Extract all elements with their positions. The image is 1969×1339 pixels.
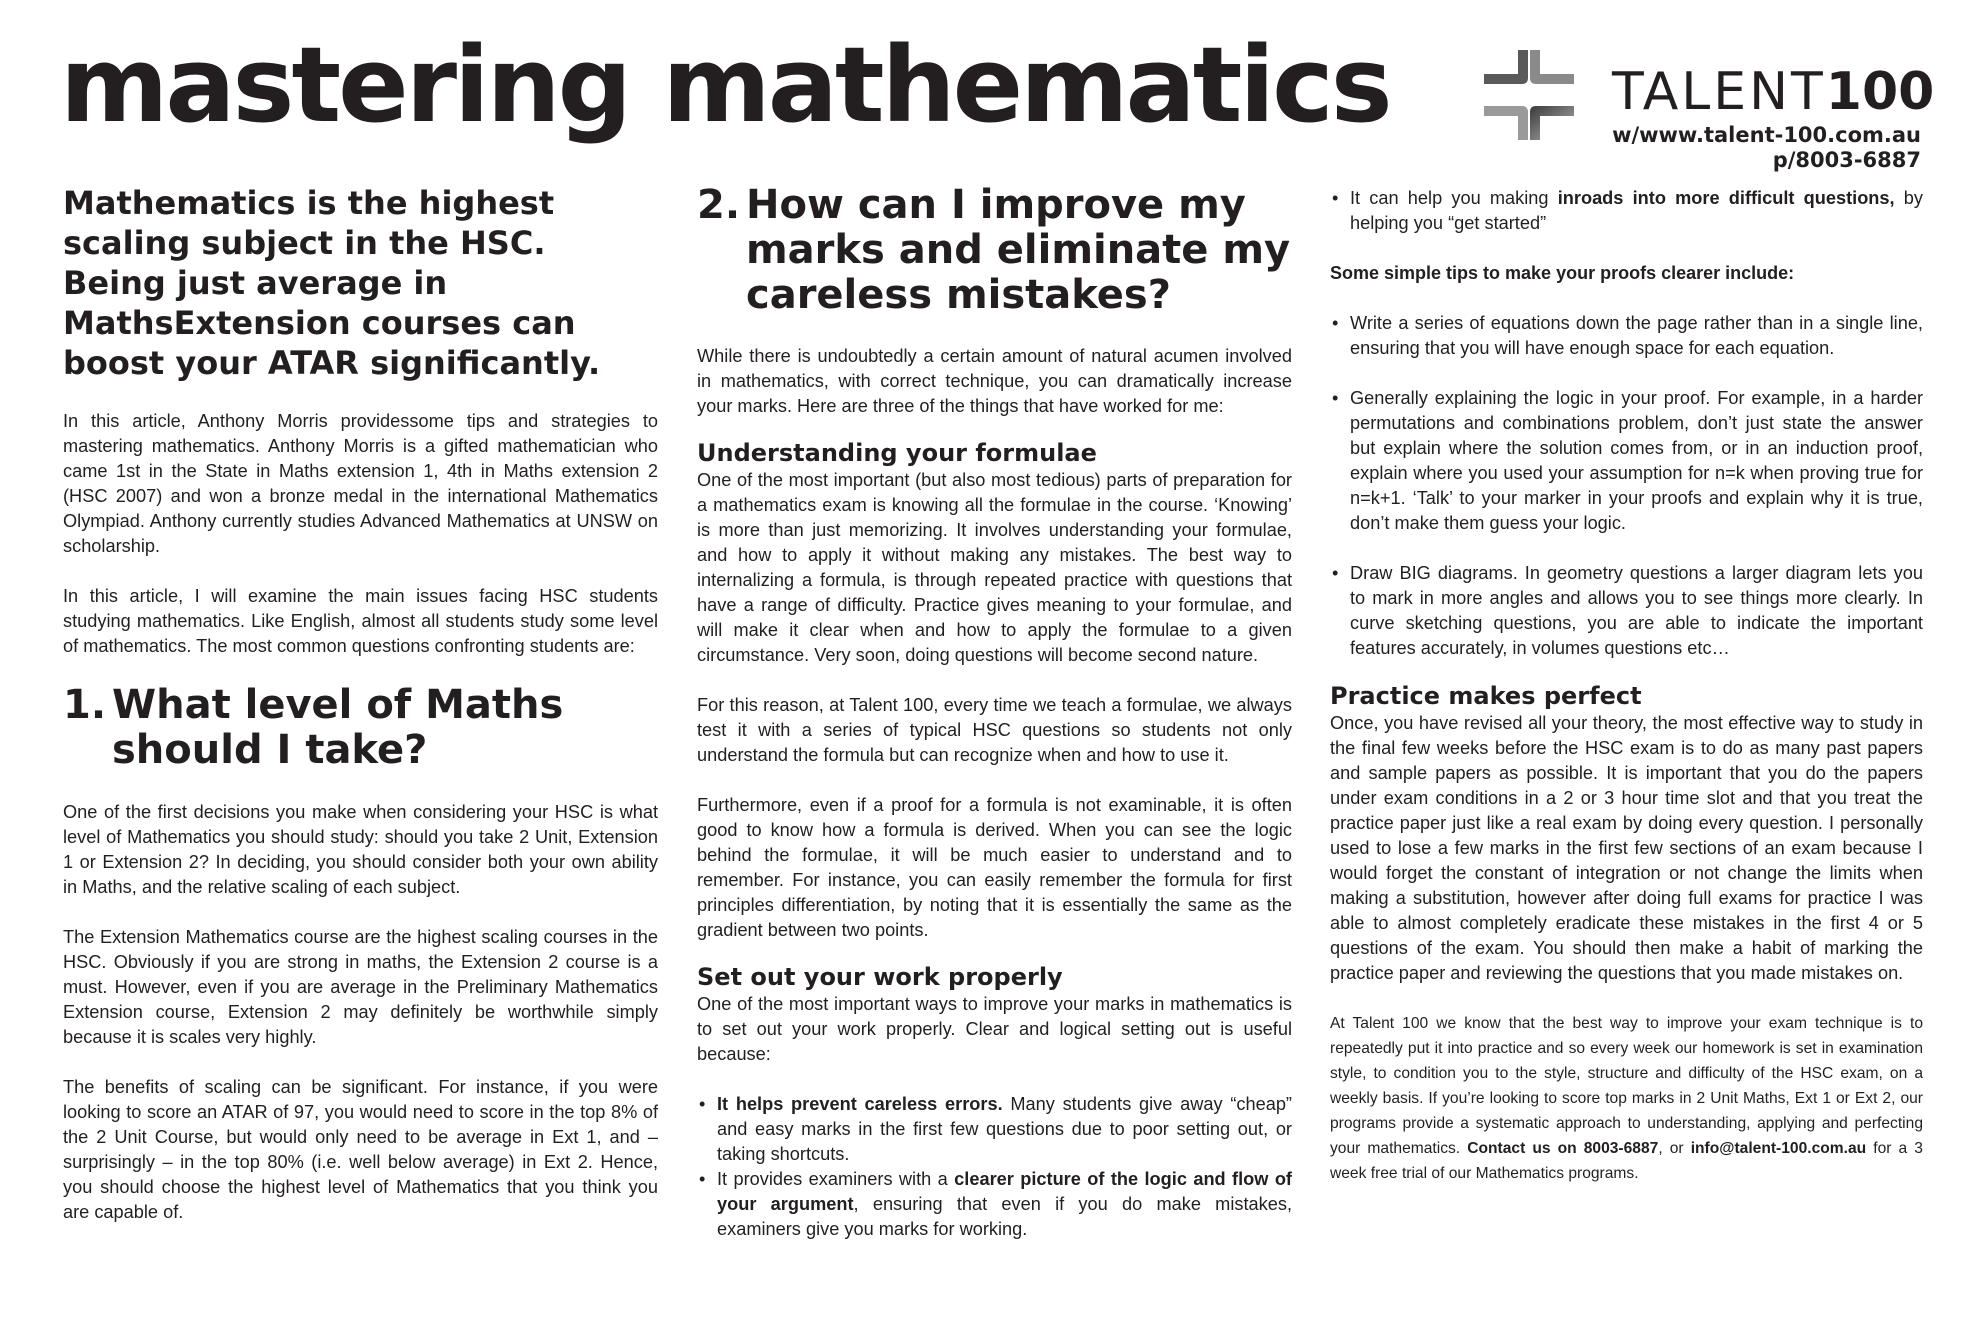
list-item	[1330, 186, 1923, 236]
bullet-3-bold: inroads into more difficult questions,	[1557, 188, 1895, 208]
tips-heading: Some simple tips to make your proofs clearer include:	[1330, 263, 1795, 283]
list-item	[697, 1167, 1292, 1242]
talent100-logo-icon	[1484, 50, 1574, 140]
website-line: w/www.talent-100.com.au	[1612, 123, 1921, 147]
outro-contact: Contact us on 8003-6887	[1467, 1140, 1659, 1157]
section-1-number: 1.	[63, 682, 107, 728]
continued-bullet-list	[1330, 186, 1923, 236]
section-2-heading	[697, 183, 1292, 318]
section-2-intro: While there is undoubtedly a certain amount of natural acumen involved in mathematics, with correct technique, you can dramatically increase your marks. Here are three of the things that have worked for me:	[697, 346, 1292, 416]
practice-paragraph: Once, you have revised all your theory, the most effective way to study in the final few weeks before the HSC exam is to do as many past papers and sample papers as possible. It is important that you do the papers under exam conditions in a 2 or 3 hour time slot and that you treat the practice paper just like a real exam by doing every question. I personally used to lose a few marks in the first few sections of an exam because I would forget the constant of integration or not change the limits when making a substitution, however after doing full exams for practice I was able to almost completely eradicate these mistakes in the first 4 or 5 questions of the exam. You should then make a habit of marking the practice paper and reviewing the questions that you made mistakes on.	[1330, 713, 1923, 983]
bullet-2-post: , ensuring that even if you do make mistakes, examiners give you marks for working.	[717, 1194, 1292, 1239]
brand-number: 100	[1825, 62, 1935, 122]
section-1-paragraph-2: The Extension Mathematics course are the highest scaling courses in the HSC. Obviously if you are strong in maths, the Extension 2 course is a must. However, even if you are average in the Preliminary Mathematics Extension course, Extension 2 may definitely be worthwhile simply because it is scales very highly.	[63, 927, 658, 1047]
lead-paragraph: Mathematics is the highest scaling subject in the HSC. Being just average in MathsExtension courses can boost your ATAR significantly.	[63, 184, 601, 382]
section-2-title: How can I improve my marks and eliminate my careless mistakes?	[746, 182, 1291, 318]
section-2-number: 2.	[697, 182, 741, 228]
tips-list	[1330, 311, 1923, 661]
bullet-3-pre: It can help you making	[1350, 188, 1558, 208]
outro-email: info@talent-100.com.au	[1690, 1140, 1867, 1157]
column-3	[1330, 186, 1923, 1186]
outro-mid: , or	[1658, 1140, 1691, 1157]
page-title: mastering mathematics	[60, 24, 1390, 146]
column-1	[63, 183, 658, 1225]
set-out-paragraph: One of the most important ways to improve your marks in mathematics is to set out your work properly. Clear and logical setting out is useful because:	[697, 994, 1292, 1064]
section-1-paragraph-3: The benefits of scaling can be significant. For instance, if you were looking to score an ATAR of 97, you would need to score in the top 8% of the 2 Unit Course, but would only need to be average in Ext 1, and –surprisingly – in the top 80% (i.e. well below average) in Ext 2. Hence, you should choose the highest level of Mathematics that you think you are capable of.	[63, 1077, 658, 1222]
section-1-heading	[63, 683, 658, 773]
list-item: • Draw BIG diagrams. In geometry questions a larger diagram lets you to mark in more angles and allows you to see things more clearly. In curve sketching questions, you are able to indicate the important features accurately, in volumes questions etc…	[1330, 561, 1923, 661]
outro-paragraph	[1330, 1011, 1923, 1186]
bullet-2-bold: clearer picture of the logic and flow of your argument	[717, 1169, 1292, 1214]
formulae-paragraph-1: One of the most important (but also most tedious) parts of preparation for a mathematics exam is knowing all the formulae in the course. ‘Knowing’ is more than just memorizing. It involves understanding your formulae, and how to apply it without making any mistakes. The best way to internalizing a formula, is through repeated practice with questions that have a range of difficulty. Practice gives meaning to your formulae, and will make it clear when and how to apply the formulae to a given circumstance. Very soon, doing questions will become second nature.	[697, 470, 1292, 665]
brand-wordmark	[1612, 62, 1935, 122]
outro-text: At Talent 100 we know that the best way to improve your exam technique is to repeatedly put it into practice and so every week our homework is set in examination style, to condition you to the style, structure and difficulty of the HSC exam, on a weekly basis. If you’re looking to score top marks in 2 Unit Maths, Ext 1 or Ext 2, our programs provide a systematic approach to understanding, applying and perfecting your mathematics.	[1330, 1015, 1923, 1157]
intro-paragraph-1: In this article, Anthony Morris providessome tips and strategies to mastering mathematics. Anthony Morris is a gifted mathematician who came 1st in the State in Maths extension 1, 4th in Maths extension 2 (HSC 2007) and won a bronze medal in the international Mathematics Olympiad. Anthony currently studies Advanced Mathematics at UNSW on scholarship.	[63, 411, 658, 556]
formulae-paragraph-2: For this reason, at Talent 100, every time we teach a formulae, we always test it with a series of typical HSC questions so students not only understand the formula but can recognize when and how to use it.	[697, 695, 1292, 765]
subheading-formulae: Understanding your formulae	[697, 439, 1097, 467]
section-1-paragraph-1: One of the first decisions you make when considering your HSC is what level of Mathematics you should study: should you take 2 Unit, Extension 1 or Extension 2? In deciding, you should consider both your own ability in Maths, and the relative scaling of each subject.	[63, 802, 658, 897]
formulae-paragraph-3: Furthermore, even if a proof for a formula is not examinable, it is often good to know how a formula is derived. When you can see the logic behind the formulae, it will be much easier to understand and to remember. For instance, you can easily remember the formula for first principles differentiation, by noting that it is essentially the same as the gradient between two points.	[697, 795, 1292, 940]
section-1-title: What level of Maths should I take?	[112, 682, 564, 773]
bullet-2-pre: It provides examiners with a	[717, 1169, 955, 1189]
subheading-practice: Practice makes perfect	[1330, 682, 1642, 710]
list-item: • Generally explaining the logic in your proof. For example, in a harder permutations and combinations problem, don’t just state the answer but explain where the solution comes from, or in an induction proof, explain where you used your assumption for n=k when proving true for n=k+1. ‘Talk’ to your marker in your proofs and explain why it is true, don’t make them guess your logic.	[1330, 386, 1923, 536]
subheading-set-out-work: Set out your work properly	[697, 963, 1063, 991]
brand-word: TALENT	[1612, 62, 1826, 122]
phone-line: p/8003-6887	[1772, 148, 1921, 172]
column-2	[697, 183, 1292, 1242]
list-item	[697, 1092, 1292, 1167]
outro-post: for a 3 week free trial of our Mathematics programs.	[1330, 1140, 1923, 1182]
set-out-bullet-list	[697, 1092, 1292, 1242]
intro-paragraph-2: In this article, I will examine the main issues facing HSC students studying mathematics. Like English, almost all students study some level of mathematics. The most common questions confronting students are:	[63, 586, 658, 656]
list-item: • Write a series of equations down the page rather than in a single line, ensuring that you will have enough space for each equation.	[1330, 311, 1923, 361]
bullet-3-post: by helping you “get started”	[1350, 188, 1923, 233]
bullet-1-bold: It helps prevent careless errors.	[717, 1094, 1003, 1114]
bullet-1-text: Many students give away “cheap” and easy marks in the first few questions due to poor setting out, or taking shortcuts.	[717, 1094, 1292, 1164]
